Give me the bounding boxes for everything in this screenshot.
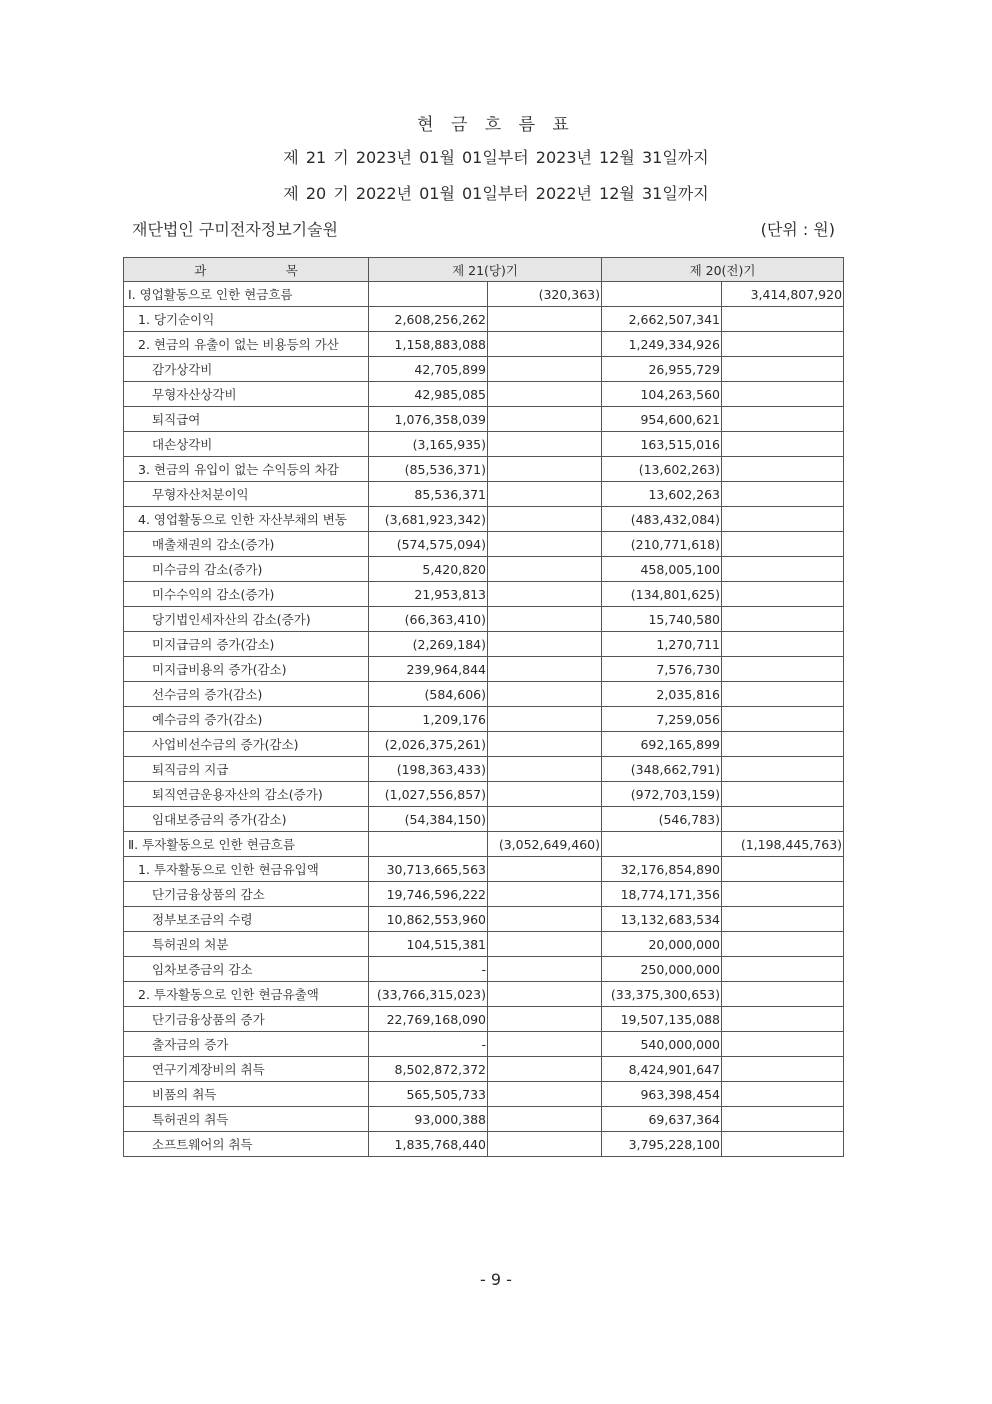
row-prior-detail: 1,249,334,926 [602, 332, 722, 357]
row-prior-total [722, 707, 844, 732]
row-current-total [488, 907, 602, 932]
row-current-detail: 10,862,553,960 [369, 907, 488, 932]
row-item-name: 단기금융상품의 증가 [124, 1007, 369, 1032]
row-current-detail: 1,209,176 [369, 707, 488, 732]
row-prior-total [722, 1007, 844, 1032]
row-item-name: 무형자산상각비 [124, 382, 369, 407]
row-prior-detail: 163,515,016 [602, 432, 722, 457]
row-current-total [488, 1132, 602, 1157]
row-prior-detail: 32,176,854,890 [602, 857, 722, 882]
row-prior-detail: 1,270,711 [602, 632, 722, 657]
row-prior-total [722, 557, 844, 582]
row-item-name: 비품의 취득 [124, 1082, 369, 1107]
row-current-total [488, 982, 602, 1007]
row-current-total [488, 357, 602, 382]
row-prior-total: 3,414,807,920 [722, 282, 844, 307]
row-current-total [488, 407, 602, 432]
table-row [124, 532, 844, 557]
row-prior-detail: 540,000,000 [602, 1032, 722, 1057]
row-prior-total [722, 407, 844, 432]
row-prior-total [722, 807, 844, 832]
row-item-name: 미지급비용의 증가(감소) [124, 657, 369, 682]
row-prior-total [722, 307, 844, 332]
row-prior-total [722, 657, 844, 682]
row-prior-detail: 20,000,000 [602, 932, 722, 957]
row-current-total [488, 432, 602, 457]
row-current-total [488, 682, 602, 707]
row-current-detail: (85,536,371) [369, 457, 488, 482]
row-current-detail: 19,746,596,222 [369, 882, 488, 907]
row-prior-total [722, 632, 844, 657]
table-row [124, 957, 844, 982]
row-current-detail: (3,681,923,342) [369, 507, 488, 532]
table-row [124, 932, 844, 957]
row-item-name: 4. 영업활동으로 인한 자산부채의 변동 [124, 507, 369, 532]
row-item-name: 정부보조금의 수령 [124, 907, 369, 932]
table-row [124, 807, 844, 832]
row-prior-detail: (483,432,084) [602, 507, 722, 532]
row-current-detail: (584,606) [369, 682, 488, 707]
row-prior-detail: 13,132,683,534 [602, 907, 722, 932]
table-row [124, 482, 844, 507]
table-row [124, 757, 844, 782]
row-prior-total [722, 332, 844, 357]
row-current-total [488, 882, 602, 907]
table-row [124, 1132, 844, 1157]
row-current-detail: 1,835,768,440 [369, 1132, 488, 1157]
row-prior-total [722, 882, 844, 907]
row-prior-detail: 18,774,171,356 [602, 882, 722, 907]
row-item-name: 미지급금의 증가(감소) [124, 632, 369, 657]
table-row [124, 1082, 844, 1107]
row-item-name: 특허권의 처분 [124, 932, 369, 957]
row-prior-total [722, 507, 844, 532]
row-prior-detail: 2,662,507,341 [602, 307, 722, 332]
row-prior-total [722, 382, 844, 407]
table-row [124, 582, 844, 607]
table-row [124, 332, 844, 357]
table-row [124, 882, 844, 907]
row-prior-total [722, 857, 844, 882]
row-item-name: 감가상각비 [124, 357, 369, 382]
row-prior-total: (1,198,445,763) [722, 832, 844, 857]
table-row [124, 357, 844, 382]
table-row [124, 982, 844, 1007]
table-row [124, 382, 844, 407]
row-prior-detail: 954,600,621 [602, 407, 722, 432]
row-current-detail: 104,515,381 [369, 932, 488, 957]
row-current-total [488, 657, 602, 682]
row-item-name: 대손상각비 [124, 432, 369, 457]
row-current-detail: (33,766,315,023) [369, 982, 488, 1007]
row-item-name: 출자금의 증가 [124, 1032, 369, 1057]
row-item-name: Ⅰ. 영업활동으로 인한 현금흐름 [124, 282, 369, 307]
row-item-name: 연구기계장비의 취득 [124, 1057, 369, 1082]
row-item-name: 2. 현금의 유출이 없는 비용등의 가산 [124, 332, 369, 357]
row-current-detail: (1,027,556,857) [369, 782, 488, 807]
row-current-total: (3,052,649,460) [488, 832, 602, 857]
table-row [124, 282, 844, 307]
table-row [124, 407, 844, 432]
row-prior-total [722, 932, 844, 957]
row-current-detail: 42,985,085 [369, 382, 488, 407]
table-row [124, 782, 844, 807]
cash-flow-table [123, 257, 844, 1157]
row-current-detail: 1,158,883,088 [369, 332, 488, 357]
row-item-name: 예수금의 증가(감소) [124, 707, 369, 732]
row-prior-detail: 7,576,730 [602, 657, 722, 682]
table-row [124, 1107, 844, 1132]
row-prior-total [722, 982, 844, 1007]
row-prior-total [722, 757, 844, 782]
row-current-detail: 5,420,820 [369, 557, 488, 582]
row-current-total [488, 532, 602, 557]
row-current-detail: - [369, 1032, 488, 1057]
row-prior-detail: 19,507,135,088 [602, 1007, 722, 1032]
row-prior-total [722, 532, 844, 557]
header-prior: 제 20(전)기 [602, 258, 844, 282]
document-title: 현 금 흐 름 표 [417, 115, 575, 135]
row-item-name: 미수금의 감소(증가) [124, 557, 369, 582]
table-row [124, 657, 844, 682]
row-current-detail: 239,964,844 [369, 657, 488, 682]
row-prior-total [722, 1082, 844, 1107]
row-current-detail: (2,026,375,261) [369, 732, 488, 757]
row-prior-total [722, 782, 844, 807]
row-item-name: 임차보증금의 감소 [124, 957, 369, 982]
organization-name: 재단법인 구미전자정보기술원 [132, 220, 339, 239]
row-current-total [488, 1057, 602, 1082]
row-current-detail: 22,769,168,090 [369, 1007, 488, 1032]
row-prior-detail: 692,165,899 [602, 732, 722, 757]
row-current-detail: (54,384,150) [369, 807, 488, 832]
row-prior-detail: (546,783) [602, 807, 722, 832]
row-current-detail: 21,953,813 [369, 582, 488, 607]
row-item-name: 퇴직금의 지급 [124, 757, 369, 782]
row-prior-total [722, 432, 844, 457]
row-prior-total [722, 957, 844, 982]
table-row [124, 707, 844, 732]
table-row [124, 557, 844, 582]
row-item-name: 매출채권의 감소(증가) [124, 532, 369, 557]
row-current-total [488, 807, 602, 832]
row-current-detail: (3,165,935) [369, 432, 488, 457]
row-prior-detail: (33,375,300,653) [602, 982, 722, 1007]
row-item-name: 단기금융상품의 감소 [124, 882, 369, 907]
row-current-detail: (198,363,433) [369, 757, 488, 782]
period-current: 제 21 기 2023년 01월 01일부터 2023년 12월 31일까지 [283, 148, 709, 167]
row-prior-detail: 13,602,263 [602, 482, 722, 507]
table-row [124, 732, 844, 757]
row-current-total [488, 307, 602, 332]
row-current-total: (320,363) [488, 282, 602, 307]
row-item-name: 사업비선수금의 증가(감소) [124, 732, 369, 757]
row-current-detail: (2,269,184) [369, 632, 488, 657]
row-item-name: 3. 현금의 유입이 없는 수익등의 차감 [124, 457, 369, 482]
row-prior-detail: (348,662,791) [602, 757, 722, 782]
row-current-total [488, 482, 602, 507]
row-prior-detail: (13,602,263) [602, 457, 722, 482]
header-item: 과 목 [124, 258, 369, 282]
row-current-total [488, 507, 602, 532]
row-current-detail: 93,000,388 [369, 1107, 488, 1132]
row-current-total [488, 1032, 602, 1057]
row-item-name: 당기법인세자산의 감소(증가) [124, 607, 369, 632]
row-current-detail [369, 282, 488, 307]
row-current-total [488, 782, 602, 807]
header-current: 제 21(당)기 [369, 258, 602, 282]
row-prior-detail [602, 282, 722, 307]
row-current-total [488, 707, 602, 732]
row-current-total [488, 957, 602, 982]
table-row [124, 1057, 844, 1082]
row-current-total [488, 457, 602, 482]
row-current-total [488, 732, 602, 757]
row-prior-detail: 8,424,901,647 [602, 1057, 722, 1082]
row-prior-total [722, 1132, 844, 1157]
row-prior-detail: 26,955,729 [602, 357, 722, 382]
row-current-detail: 8,502,872,372 [369, 1057, 488, 1082]
row-current-detail [369, 832, 488, 857]
row-current-detail: - [369, 957, 488, 982]
row-current-total [488, 1107, 602, 1132]
row-current-detail: (66,363,410) [369, 607, 488, 632]
row-prior-detail: 250,000,000 [602, 957, 722, 982]
row-prior-detail: 3,795,228,100 [602, 1132, 722, 1157]
row-prior-detail: 15,740,580 [602, 607, 722, 632]
row-prior-total [722, 1057, 844, 1082]
row-current-total [488, 1082, 602, 1107]
row-item-name: 1. 당기순이익 [124, 307, 369, 332]
row-current-total [488, 932, 602, 957]
row-current-detail: 85,536,371 [369, 482, 488, 507]
row-current-detail: (574,575,094) [369, 532, 488, 557]
row-item-name: 특허권의 취득 [124, 1107, 369, 1132]
row-item-name: Ⅱ. 투자활동으로 인한 현금흐름 [124, 832, 369, 857]
row-current-detail: 42,705,899 [369, 357, 488, 382]
row-item-name: 소프트웨어의 취득 [124, 1132, 369, 1157]
row-current-detail: 30,713,665,563 [369, 857, 488, 882]
row-prior-detail: 7,259,056 [602, 707, 722, 732]
row-prior-detail: 458,005,100 [602, 557, 722, 582]
table-header-row [124, 258, 844, 282]
row-item-name: 2. 투자활동으로 인한 현금유출액 [124, 982, 369, 1007]
row-item-name: 선수금의 증가(감소) [124, 682, 369, 707]
row-prior-total [722, 682, 844, 707]
table-row [124, 832, 844, 857]
row-item-name: 미수수익의 감소(증가) [124, 582, 369, 607]
row-current-total [488, 757, 602, 782]
row-prior-detail: (210,771,618) [602, 532, 722, 557]
row-current-detail: 1,076,358,039 [369, 407, 488, 432]
table-row [124, 682, 844, 707]
row-item-name: 퇴직연금운용자산의 감소(증가) [124, 782, 369, 807]
table-row [124, 432, 844, 457]
table-row [124, 632, 844, 657]
row-prior-detail: (972,703,159) [602, 782, 722, 807]
table-row [124, 507, 844, 532]
table-body [124, 282, 844, 1157]
table-row [124, 1032, 844, 1057]
row-current-detail: 2,608,256,262 [369, 307, 488, 332]
row-prior-detail: (134,801,625) [602, 582, 722, 607]
row-current-total [488, 382, 602, 407]
row-prior-total [722, 482, 844, 507]
page-number: - 9 - [480, 1270, 512, 1289]
row-current-total [488, 332, 602, 357]
table-row [124, 607, 844, 632]
table-row [124, 307, 844, 332]
row-current-detail: 565,505,733 [369, 1082, 488, 1107]
row-prior-total [722, 457, 844, 482]
row-item-name: 퇴직급여 [124, 407, 369, 432]
row-prior-total [722, 582, 844, 607]
row-prior-total [722, 732, 844, 757]
row-current-total [488, 607, 602, 632]
row-prior-detail: 963,398,454 [602, 1082, 722, 1107]
row-current-total [488, 582, 602, 607]
row-current-total [488, 1007, 602, 1032]
row-current-total [488, 857, 602, 882]
table-row [124, 457, 844, 482]
row-prior-total [722, 1107, 844, 1132]
period-prior: 제 20 기 2022년 01월 01일부터 2022년 12월 31일까지 [283, 184, 709, 203]
row-prior-total [722, 607, 844, 632]
table-row [124, 857, 844, 882]
row-prior-detail: 104,263,560 [602, 382, 722, 407]
row-prior-total [722, 907, 844, 932]
row-item-name: 임대보증금의 증가(감소) [124, 807, 369, 832]
table-row [124, 1007, 844, 1032]
row-prior-detail: 69,637,364 [602, 1107, 722, 1132]
row-item-name: 1. 투자활동으로 인한 현금유입액 [124, 857, 369, 882]
row-current-total [488, 632, 602, 657]
table-row [124, 907, 844, 932]
row-prior-detail: 2,035,816 [602, 682, 722, 707]
row-current-total [488, 557, 602, 582]
unit-label: (단위 : 원) [760, 220, 835, 239]
row-prior-total [722, 1032, 844, 1057]
row-prior-detail [602, 832, 722, 857]
row-item-name: 무형자산처분이익 [124, 482, 369, 507]
row-prior-total [722, 357, 844, 382]
